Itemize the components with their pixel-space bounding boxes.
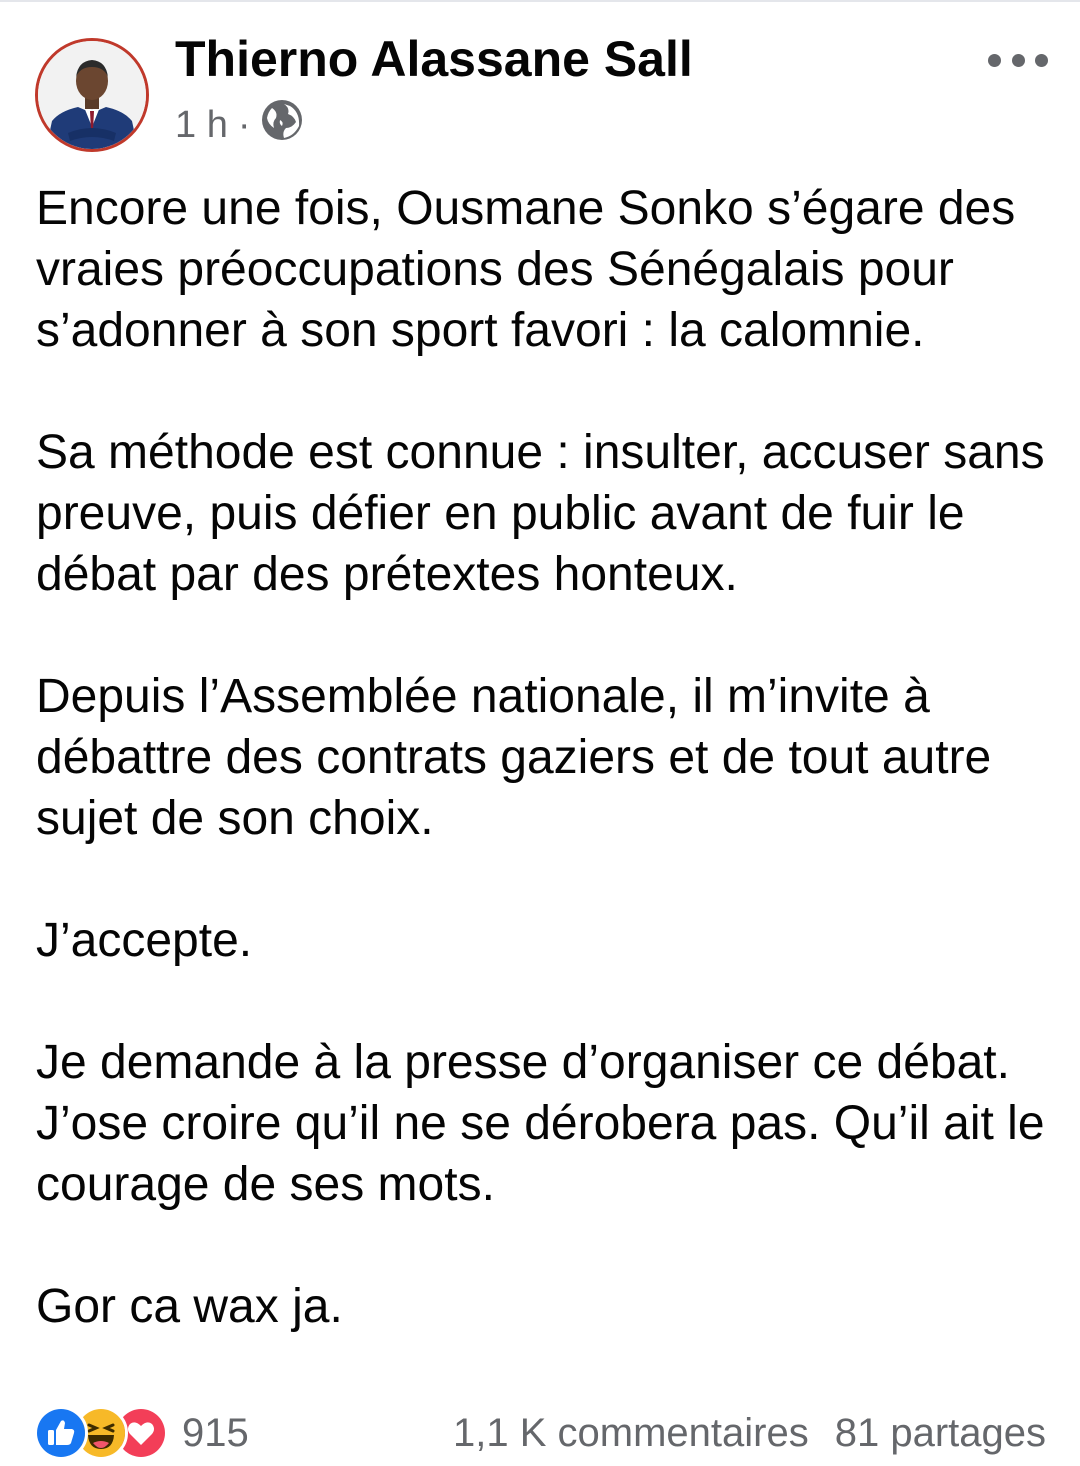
avatar-image bbox=[38, 41, 146, 149]
post-meta bbox=[175, 100, 304, 150]
shares-count-link[interactable]: 81 partages bbox=[834, 1410, 1046, 1455]
dot-icon bbox=[988, 54, 1001, 67]
post-paragraph: Je demande à la presse d’organiser ce débat. J’ose croire qu’il ne se dérobera pas. Qu’il ait le courage de ses mots. bbox=[36, 1036, 1045, 1211]
avatar[interactable] bbox=[35, 38, 149, 152]
top-divider bbox=[0, 0, 1080, 2]
post-paragraph: Encore une fois, Ousmane Sonko s’égare des vraies préoccupations des Sénégalais pour s’adonner à son sport favori : la calomnie. bbox=[36, 182, 1016, 357]
reactions-summary[interactable] bbox=[34, 1406, 168, 1460]
dot-icon bbox=[1035, 54, 1048, 67]
post-time[interactable]: 1 h bbox=[175, 103, 228, 146]
globe-icon bbox=[260, 98, 304, 152]
post-paragraph: J’accepte. bbox=[36, 914, 253, 967]
post-paragraph: Sa méthode est connue : insulter, accuser sans preuve, puis défier en public avant de fuir le débat par des prétextes honteux. bbox=[36, 426, 1045, 601]
post-paragraph: Depuis l’Assemblée nationale, il m’invite à débattre des contrats gaziers et de tout autre sujet de son choix. bbox=[36, 670, 992, 845]
more-options-button[interactable] bbox=[988, 50, 1048, 70]
author-name[interactable]: Thierno Alassane Sall bbox=[175, 31, 693, 87]
reactions-count[interactable]: 915 bbox=[182, 1410, 249, 1455]
comments-count-link[interactable]: 1,1 K commentaires bbox=[453, 1410, 809, 1455]
meta-separator: · bbox=[237, 103, 251, 146]
post-stats-bar bbox=[34, 1404, 1046, 1462]
post-body bbox=[36, 178, 1046, 1337]
post-paragraph: Gor ca wax ja. bbox=[36, 1280, 343, 1333]
like-icon bbox=[34, 1406, 88, 1460]
dot-icon bbox=[1012, 54, 1025, 67]
